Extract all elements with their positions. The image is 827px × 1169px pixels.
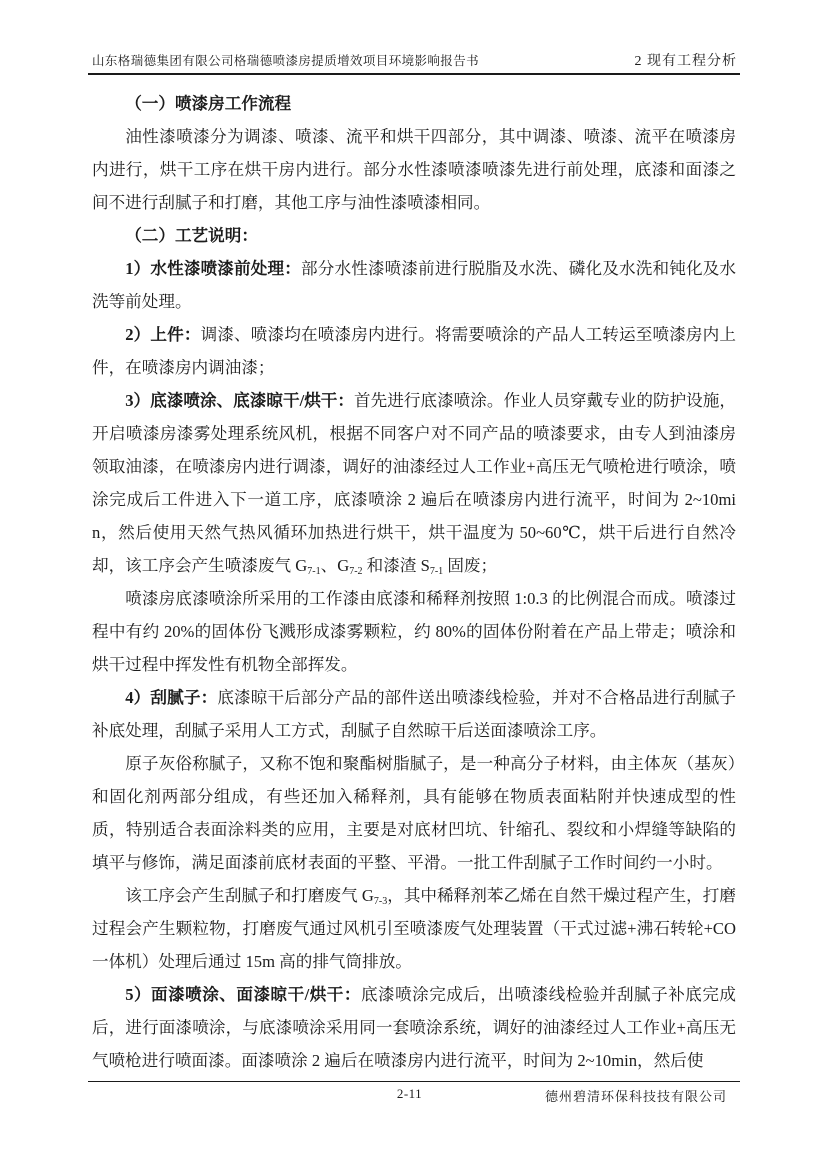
paragraph — [92, 318, 736, 384]
text-run: 5）面漆喷涂、面漆晾干/烘干： — [125, 985, 361, 1004]
text-run: 油性漆喷漆分为调漆、喷漆、流平和烘干四部分，其中调漆、喷漆、流平在喷漆房内进行，烘干工序在烘干房内进行。部分水性漆喷漆喷漆先进行前处理，底漆和面漆之间不进行刮腻子和打磨，其他工序与油性漆喷漆相同。 — [92, 127, 736, 212]
subscript-text: 7-1 — [307, 566, 321, 577]
text-run: 部分水性漆喷漆前进行脱脂及水洗、磷化及水洗和钝化及水洗等前处理。 — [92, 259, 737, 311]
paragraph — [92, 747, 736, 879]
footer-company-name: 德州碧清环保科技技有限公司 — [544, 1089, 727, 1104]
text-run: 调漆、喷漆均在喷漆房内进行。将需要喷涂的产品人工转运至喷漆房内上件，在喷漆房内调油漆； — [92, 325, 737, 377]
section-heading — [92, 87, 736, 120]
text-run: 2）上件： — [125, 325, 201, 344]
paragraph — [92, 978, 736, 1077]
text-run: 4）刮腻子： — [125, 688, 218, 707]
text-run: 原子灰俗称腻子，又称不饱和聚酯树脂腻子，是一种高分子材料，由主体灰（基灰）和固化剂两部分组成，有些还加入稀释剂，具有能够在物质表面粘附并快速成型的性质，特别适合表面涂料类的应用，主要是对底材凹坑、针缩孔、裂纹和小焊缝等缺陷的填平与修饰，满足面漆前底材表面的平整、平滑。一批工件刮腻子工作时间约一小时。 — [92, 754, 736, 872]
text-run: （一）喷漆房工作流程 — [125, 94, 292, 113]
paragraph — [92, 384, 736, 582]
header-document-title: 山东格瑞德集团有限公司格瑞德喷漆房提质增效项目环境影响报告书 — [92, 54, 480, 68]
header-rule — [88, 73, 740, 75]
text-run: 固废； — [443, 556, 498, 575]
text-run: 底漆晾干后部分产品的部件送出喷漆线检验，并对不合格品进行刮腻子补底处理，刮腻子采用人工方式，刮腻子自然晾干后送面漆喷涂工序。 — [92, 688, 737, 740]
text-run: 和漆渣 S — [362, 556, 430, 575]
subscript-text: 7-3 — [373, 896, 388, 907]
paragraph — [92, 681, 736, 747]
paragraph — [92, 120, 736, 219]
text-run: 底漆喷涂完成后，出喷漆线检验并刮腻子补底完成后，进行面漆喷涂，与底漆喷涂采用同一套喷涂系统，调好的油漆经过人工作业+高压无气喷枪进行喷面漆。面漆喷涂 2 遍后在喷漆房内进行流平，时间为 2~10min，然后使 — [92, 985, 736, 1070]
header-chapter-title: 2 现有工程分析 — [634, 54, 737, 69]
footer-rule — [88, 1081, 740, 1082]
page-header — [92, 50, 737, 70]
section-heading — [92, 219, 736, 252]
text-run: （二）工艺说明： — [125, 226, 258, 245]
text-run: 首先进行底漆喷涂。作业人员穿戴专业的防护设施，开启喷漆房漆雾处理系统风机，根据不同客户对不同产品的喷漆要求，由专人到油漆房领取油漆，在喷漆房内进行调漆，调好的油漆经过人工作业+高压无气喷枪进行喷涂，喷涂完成后工件进入下一道工序，底漆喷涂 2 遍后在喷漆房内进行流平，时间为 2~10min，然后使用天然气热风循环加热进行烘干，烘干温度为 50~60℃，烘干后进行自然冷却，该工序会产生喷漆废气 G — [92, 391, 736, 575]
paragraph — [92, 252, 736, 318]
page-footer — [92, 1086, 727, 1106]
document-body — [92, 87, 736, 1077]
text-run: 1）水性漆喷漆前处理： — [125, 259, 301, 278]
page-number: 2-11 — [396, 1086, 423, 1101]
paragraph — [92, 879, 736, 978]
text-run: ，其中稀释剂苯乙烯在自然干燥过程产生，打磨过程会产生颗粒物，打磨废气通过风机引至喷漆废气处理装置（干式过滤+沸石转轮+CO 一体机）处理后通过 15m 高的排气筒排放。 — [92, 886, 736, 971]
text-run: 喷漆房底漆喷涂所采用的工作漆由底漆和稀释剂按照 1:0.3 的比例混合而成。喷漆过程中有约 20%的固体份飞溅形成漆雾颗粒，约 80%的固体份附着在产品上带走；喷涂和烘干过程中挥发性有机物全部挥发。 — [92, 589, 736, 674]
text-run: 该工序会产生刮腻子和打磨废气 G — [125, 886, 374, 905]
text-run: 、G — [320, 556, 350, 575]
subscript-text: 7-2 — [349, 566, 363, 577]
paragraph — [92, 582, 736, 681]
subscript-text: 7-1 — [429, 566, 444, 577]
text-run: 3）底漆喷涂、底漆晾干/烘干： — [125, 391, 355, 410]
